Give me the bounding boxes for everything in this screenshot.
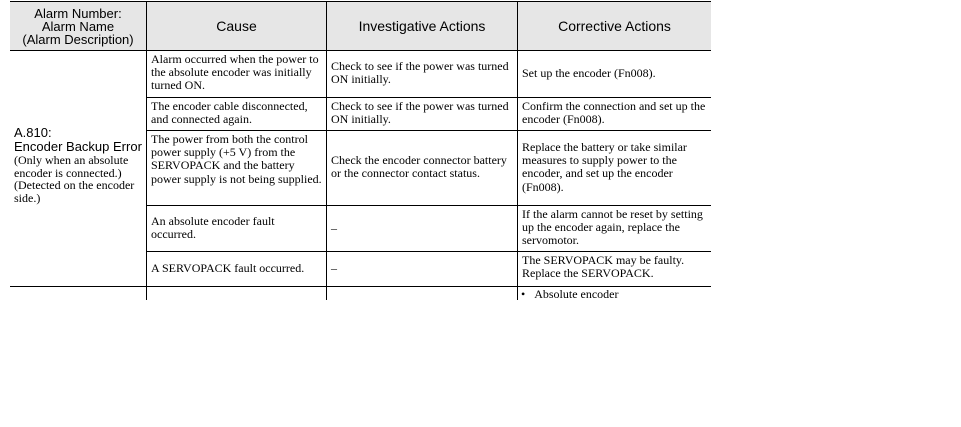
row1-cause: Alarm occurred when the power to the absolute encoder was initially turned ON. — [151, 52, 319, 93]
header-alarm-line3: (Alarm Description) — [22, 31, 134, 47]
row4-investigative: – — [331, 221, 337, 235]
row2-investigative: Check to see if the power was turned ON initially. — [331, 99, 509, 127]
rule-col3 — [517, 1, 518, 300]
next-row-corrective — [521, 288, 619, 301]
alarm-number: A.810: — [14, 125, 52, 140]
rule-top — [10, 1, 711, 2]
rule-row4 — [147, 251, 711, 252]
row4-cause: An absolute encoder fault occurred. — [151, 214, 275, 242]
alarm-note-detected: (Detected on the encoder side.) — [14, 178, 135, 205]
alarm-cell — [14, 126, 146, 204]
row3-investigative: Check the encoder connector battery or the connector contact status. — [331, 153, 507, 181]
header-alarm-line1: Alarm Number: — [34, 5, 122, 21]
rule-col1 — [146, 1, 147, 300]
row5-corrective: The SERVOPACK may be faulty. Replace the SERVOPACK. — [522, 253, 685, 281]
rule-header-bottom — [10, 50, 711, 51]
row2-corrective: Confirm the connection and set up the encoder (Fn008). — [522, 99, 706, 127]
row1-investigative: Check to see if the power was turned ON initially. — [331, 59, 509, 87]
header-cause: Cause — [147, 2, 326, 50]
row1-corrective: Set up the encoder (Fn008). — [522, 66, 656, 80]
row5-investigative: – — [331, 261, 337, 275]
rule-row3 — [147, 205, 711, 206]
row5-cause: A SERVOPACK fault occurred. — [151, 261, 305, 275]
row3-corrective: Replace the battery or take similar measures to supply power to the encoder, and set up the encoder (Fn008). — [522, 140, 687, 194]
header-investigative: Investigative Actions — [327, 2, 517, 50]
row4-corrective: If the alarm cannot be reset by setting up the encoder again, replace the servomotor. — [522, 207, 703, 248]
header-corrective: Corrective Actions — [518, 2, 711, 50]
alarm-note-connected: (Only when an absolute encoder is connected.) — [14, 153, 129, 180]
rule-row2 — [147, 130, 711, 131]
bullet-icon: • — [521, 287, 526, 301]
row2-cause: The encoder cable disconnected, and connected again. — [151, 99, 308, 127]
next-row-text: Absolute encoder — [534, 287, 619, 301]
row3-cause: The power from both the control power supply (+5 V) from the SERVOPACK and the battery power supply is not being supplied. — [151, 132, 322, 186]
header-alarm-line2: Alarm Name — [41, 18, 115, 34]
rule-row1 — [147, 97, 711, 98]
rule-col2 — [326, 1, 327, 300]
alarm-name: Encoder Backup Error — [14, 139, 142, 154]
header-alarm — [10, 2, 146, 50]
